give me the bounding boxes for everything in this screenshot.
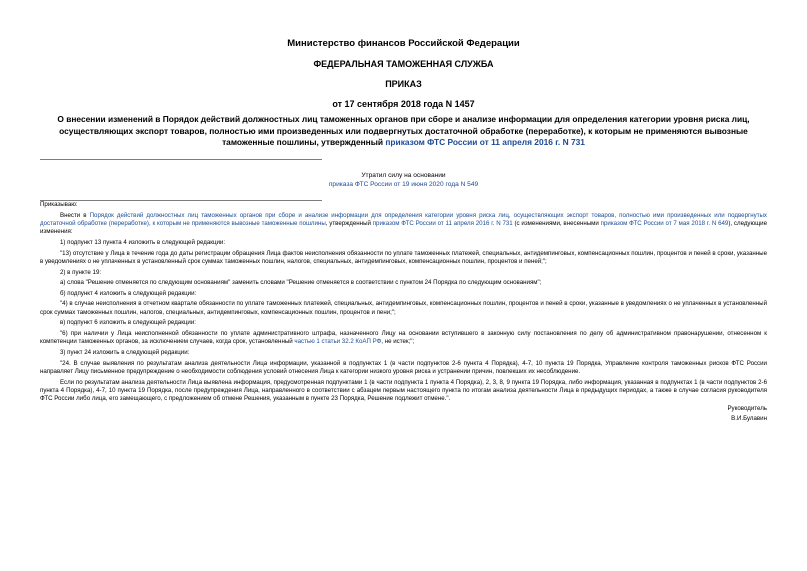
lost-force-text: Утратил силу на основании [361, 172, 446, 179]
document-body [40, 201, 767, 424]
intro-text-a: Внести в [60, 211, 87, 219]
title-text: О внесении изменений в Порядок действий должностных лиц таможенных органов при сборе и анализе информации для определения категории уровня риска лиц, осуществляющих экспорт товаров, полностью ими произведенных или подвергнутых достаточной обработке (переработке), к которым не применяются вывозные таможенные пошлины, утвержденный [57, 114, 750, 147]
signature-block [40, 404, 767, 424]
order-731-link[interactable]: приказом ФТС России от 11 апреля 2016 г. N 731 [372, 220, 513, 227]
quote-4: "4) в случае неисполнения в отчетном квартале обязанности по уплате таможенных платежей, специальных, антидемпинговых, компенсационных пошлин, процентов и пеней в сроки, указанные в уведомлениях о не уплаченных в установленный срок суммах таможенных пошлин, налогов, специальных, антидемпинговых, компенсационных пошлин, процентов и пени;"; [40, 300, 767, 316]
quote-6 [40, 330, 767, 347]
quote-24: "24. В случае выявления по результатам анализа деятельности Лица информации, указанной в подпунктах 1 (в части подпунктов 2-6 пункта 4 Порядка), 4-7, 10 пункта 19 Порядка, Управление контроля таможенных рисков ФТС России направляет Лицу письменное предупреждение о необходимости соблюдения условий отнесения Лица к категории низкого уровня риска и устранении причин, повлекших их несоблюдение. [40, 359, 767, 375]
procedure-link[interactable]: Порядок действий должностных лиц таможенных органов при сборе и анализе информации для определения категории уровня риска лиц, осуществляющих экспорт товаров, полностью ими произведенных или подвергнутых достаточной обработке (переработке), к которым не применяются вывозные таможенные пошлины [40, 211, 767, 227]
item-3: 3) пункт 24 изложить в следующей редакции: [60, 348, 190, 356]
document-type-heading: ПРИКАЗ [385, 79, 422, 89]
quote-6-text-a: "6) при наличии у Лица неисполненной обязанности по уплате административного штрафа, назначенного Лицу на основании вступившего в законную силу постановления по делу об административном правонарушении, отнесенном к компетенции таможенных органов, за исключением случаев, когда срок, установленный [40, 329, 767, 346]
lost-force-link[interactable]: приказа ФТС России от 19 июня 2020 года N 549 [328, 181, 479, 188]
divider-top [40, 159, 322, 160]
koap-link[interactable]: частью 1 статьи 32.2 КоАП РФ [294, 338, 382, 346]
intro-text-c: (с изменениями, внесенными [514, 220, 599, 227]
lost-force-note [0, 171, 807, 189]
order-649-link[interactable]: приказом ФТС России от 7 мая 2018 г. N 649 [600, 220, 729, 227]
quote-24-second: Если по результатам анализа деятельности Лица выявлена информация, предусмотренная подпунктами 1 (в части подпункта 1 пункта 4 Порядка), 2, 3, 8, 9 пункта 19 Порядка, либо информация, указанная в подпунктах 1 (в части подпунктов 2-6 пункта 4 Порядка), 4-7, 10 пункта 19 Порядка, после предупреждения Лица, направленного в соответствии с абзацем первым настоящего пункта по итогам анализа деятельности Лица в предыдущих периодах, а также в случае согласия руководителя ФТС России либо лица, его замещающего, с предложением об отмене Решения, указанным в пункте 23 Порядка, Решение подлежит отмене.". [40, 378, 767, 403]
order-word: Приказываю: [40, 201, 78, 208]
document-title [40, 114, 767, 149]
quote-13: "13) отсутствие у Лица в течение года до даты регистрации обращения Лица фактов неисполнения обязанности по уплате таможенных платежей, специальных, антидемпинговых, компенсационных пошлин, процентов и пеней в сроки, указанные в уведомлениях о не уплаченных в установленный срок суммах таможенных пошлин, налогов, специальных, антидемпинговых, компенсационных пошлин, процентов и пеней;"; [40, 249, 767, 265]
item-2c: в) подпункт 6 изложить в следующей редакции: [60, 319, 196, 327]
intro-text-d: ), следующие изменения: [40, 220, 768, 236]
intro-text-b: , утвержденный [325, 220, 371, 227]
signature-role: Руководитель [727, 404, 767, 412]
item-2b: б) подпункт 4 изложить в следующей редакции: [60, 289, 197, 297]
item-1: 1) подпункт 13 пункта 4 изложить в следующей редакции: [60, 239, 226, 246]
date-number-heading: от 17 сентября 2018 года N 1457 [332, 99, 475, 109]
service-heading: ФЕДЕРАЛЬНАЯ ТАМОЖЕННАЯ СЛУЖБА [313, 59, 494, 69]
ministry-heading: Министерство финансов Российской Федерации [287, 38, 520, 49]
quote-6-text-b: , не истек;"; [381, 338, 415, 346]
item-2a: а) слова "Решение отменяется по следующим основаниям" заменить словами "Решение отменяется в соответствии с пунктом 24 Порядка по следующим основаниям"; [60, 279, 542, 287]
item-2: 2) в пункте 19: [60, 268, 102, 276]
paragraph-intro [40, 212, 767, 237]
signature-name: В.И.Булавин [731, 414, 767, 422]
title-order-link[interactable]: приказом ФТС России от 11 апреля 2016 г. N 731 [385, 137, 585, 147]
